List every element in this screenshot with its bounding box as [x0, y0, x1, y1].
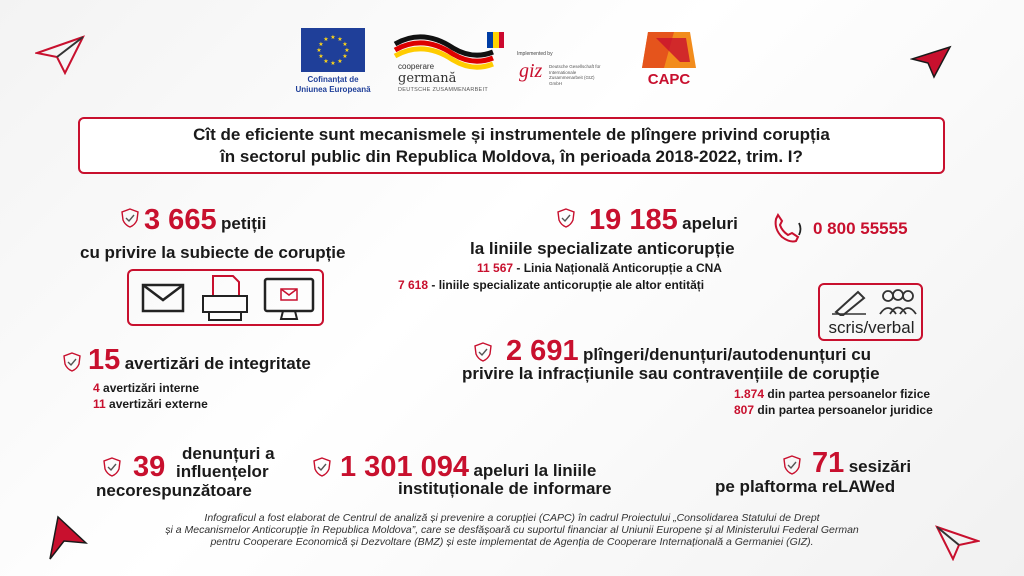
stat-sub: privire la infracțiunile sau contravențiile de corupție — [462, 364, 880, 383]
shield-check-icon — [103, 457, 121, 477]
shield-check-icon — [474, 342, 492, 362]
svg-text:★: ★ — [337, 36, 343, 43]
stat-number: 71 — [812, 447, 845, 479]
stat-sub: cu privire la subiecte de corupție — [80, 243, 346, 262]
scris-verbal-box — [818, 283, 923, 341]
svg-text:★: ★ — [323, 36, 329, 43]
stat-label: apeluri — [682, 214, 738, 233]
people-icon — [876, 288, 920, 316]
monitor-email-icon — [263, 277, 315, 323]
arrow-decoration-icon — [35, 35, 85, 75]
svg-text:★: ★ — [330, 34, 336, 41]
coop-text: germană — [398, 71, 457, 86]
stat-number: 15 — [88, 344, 121, 376]
footer-note: Infograficul a fost elaborat de Centrul de analiză și prevenire a corupției (CAPC) în cadrul Proiectului „Consolidarea Statului de Drept și a Mecanismelor Anticorupție în Republica Moldova”, care se desfășoară cu suportul financiar al Uniunii Europene și al Ministerului Federal German pentru Cooperare Economică și Dezvoltare (BMZ) și este implementat de Agenția de Cooperare Internațională a Germaniei (GIZ). — [165, 512, 859, 548]
stat-apeluri — [589, 204, 738, 237]
stat-sub: la liniile specializate anticorupție — [470, 239, 735, 258]
stat-label: instituționale de informare — [398, 479, 612, 498]
stat-label: apeluri la liniile — [473, 461, 597, 480]
detail-line: 11 567 - Linia Națională Anticorupție a CNA — [477, 261, 722, 275]
stat-label: plîngeri/denunțuri/autodenunțuri cu — [583, 345, 872, 364]
stat-petitii — [144, 204, 266, 237]
stat-label: necorespunzătoare — [96, 481, 252, 500]
scris-verbal-label: scris/verbal — [828, 318, 915, 337]
envelope-icon — [141, 283, 185, 313]
capc-logo-text: CAPC — [647, 71, 691, 88]
detail-line: 7 618 - liniile specializate anticorupție ale altor entități — [398, 278, 705, 292]
stat-label: denunțuri a — [182, 444, 275, 463]
stat-number: 39 — [133, 451, 166, 483]
shield-check-icon — [557, 208, 575, 228]
printer-icon — [199, 274, 251, 324]
svg-text:★: ★ — [342, 41, 348, 48]
coop-text: cooperare — [398, 62, 435, 71]
title-line: în sectorul public din Republica Moldova, în perioada 2018-2022, trim. I? — [220, 146, 803, 166]
svg-text:★: ★ — [337, 58, 343, 65]
title-line: Cît de eficiente sunt mecanismele și instrumentele de plîngere privind corupția — [193, 124, 830, 144]
title-box — [78, 117, 945, 174]
giz-logo: giz — [519, 60, 543, 82]
shield-check-icon — [313, 457, 331, 477]
detail-line: 4 avertizări interne — [93, 381, 200, 395]
svg-text:★: ★ — [318, 41, 324, 48]
giz-caption: Deutsche Gesellschaft für Internationale Zusammenarbeit (GIZ) GmbH — [549, 64, 601, 86]
stat-label: pe plaftorma reLAWed — [715, 477, 896, 496]
stat-label: influențelor — [176, 462, 269, 481]
giz-implemented-text: Implemented by — [517, 51, 553, 57]
detail-line: 807 din partea persoanelor juridice — [734, 403, 933, 417]
svg-text:★: ★ — [330, 60, 336, 67]
stat-number: 19 185 — [589, 204, 678, 236]
shield-check-icon — [63, 352, 81, 372]
svg-text:★: ★ — [344, 47, 350, 54]
stat-number: 1 301 094 — [340, 451, 470, 483]
shield-check-icon — [121, 208, 139, 228]
svg-text:★: ★ — [318, 53, 324, 60]
phone-number: 0 800 55555 — [813, 219, 908, 238]
stat-number: 3 665 — [144, 204, 217, 236]
coop-text: DEUTSCHE ZUSAMMENARBEIT — [398, 87, 489, 93]
stat-avertizari — [88, 344, 311, 377]
arrow-decoration-icon — [910, 45, 952, 79]
stat-label: sesizări — [848, 457, 912, 476]
stat-number: 2 691 — [506, 335, 579, 367]
stat-label: avertizări de integritate — [124, 354, 311, 373]
svg-text:★: ★ — [316, 47, 322, 54]
arrow-decoration-icon — [48, 515, 88, 561]
pen-icon — [830, 288, 868, 316]
stat-label: petiții — [221, 214, 267, 233]
phone-icon — [770, 213, 806, 245]
svg-text:★: ★ — [323, 58, 329, 65]
detail-line: 1.874 din partea persoanelor fizice — [734, 387, 931, 401]
communication-icons-box — [127, 269, 324, 326]
stat-sesizari — [812, 447, 911, 480]
eu-flag-logo — [301, 28, 365, 72]
shield-check-icon — [783, 455, 801, 475]
detail-line: 11 avertizări externe — [93, 397, 208, 411]
eu-caption: Cofinanțat de Uniunea Europeană — [295, 75, 371, 94]
arrow-decoration-icon — [935, 525, 980, 561]
svg-text:★: ★ — [342, 53, 348, 60]
